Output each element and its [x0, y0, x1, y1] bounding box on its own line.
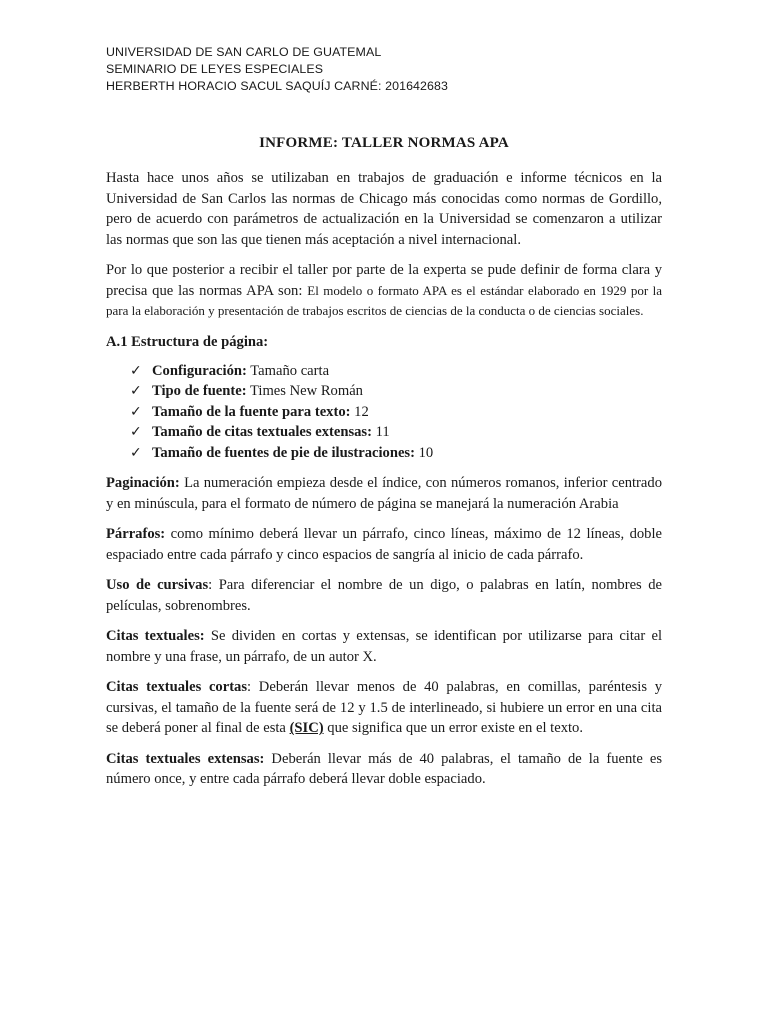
header-university: UNIVERSIDAD DE SAN CARLO DE GUATEMAL: [106, 45, 382, 59]
list-item: [130, 381, 662, 402]
checkmark-icon: ✓: [130, 403, 142, 420]
paginacion-label: Paginación:: [106, 475, 180, 492]
citas-cortas-label: Citas textuales cortas: [106, 679, 248, 696]
document-title: INFORME: TALLER NORMAS APA: [259, 135, 509, 151]
list-item-label: Tamaño de citas textuales extensas:: [152, 424, 372, 441]
citas-cortas-text-a: : Deberán llevar menos de 40 palabras, en comillas, paréntesis y cursivas, el tamaño de la fuente será de 12 y 1.5 de interlineado, si hubiere un error en una cita se deberá poner al final de esta: [106, 679, 662, 737]
list-item: [130, 422, 662, 443]
list-item-value: Tamaño carta: [250, 362, 330, 379]
document-header: [106, 44, 662, 95]
parrafos-text: como mínimo deberá llevar un párrafo, cinco líneas, máximo de 12 líneas, doble espaciado entre cada párrafo y cinco espacios de sangría al inicio de cada párrafo.: [106, 526, 663, 563]
page-structure-list: [130, 361, 662, 464]
citas-extensas-text: Deberán llevar más de 40 palabras, el tamaño de la fuente es número once, y entre cada párrafo deberá llevar doble espaciado.: [106, 750, 663, 788]
paginacion-paragraph: [106, 473, 662, 514]
list-item-label: Configuración:: [152, 362, 247, 379]
cursivas-paragraph: [106, 575, 662, 616]
intro-paragraph: Hasta hace unos años se utilizaban en trabajos de graduación e informe técnicos en la Universidad de San Carlos las normas de Chicago más conocidas como normas de Gordillo, pero de acuerdo con parámetros de actualización en la Universidad se comenzaron a utilizar las normas que son las que tienen más aceptación a nivel internacional.: [106, 170, 662, 248]
checkmark-icon: ✓: [130, 444, 142, 461]
checkmark-icon: ✓: [130, 362, 142, 379]
citas-extensas-label: Citas textuales extensas:: [106, 750, 265, 767]
list-item-value: Times New Román: [250, 383, 363, 400]
citas-text: Se dividen en cortas y extensas, se identifican por utilizarse para citar el nombre y una frase, un párrafo, de un autor X.: [106, 628, 663, 665]
list-item-value: 12: [354, 403, 369, 420]
parrafos-label: Párrafos:: [106, 526, 166, 543]
citas-extensas-paragraph: [106, 749, 662, 790]
sic-marker: (SIC): [289, 720, 324, 737]
cursivas-text: : Para diferenciar el nombre de un digo, o palabras en latín, nombres de películas, sobrenombres.: [106, 577, 662, 614]
parrafos-paragraph: [106, 524, 662, 565]
citas-paragraph: [106, 626, 662, 667]
citas-cortas-paragraph: [106, 677, 662, 739]
citas-label: Citas textuales:: [106, 628, 205, 645]
list-item: [130, 402, 662, 423]
cursivas-label: Uso de cursivas: [106, 577, 209, 594]
paginacion-text: La numeración empieza desde el índice, con números romanos, inferior centrado y en minúscula, para el formato de número de página se manejará la numeración Arabia: [106, 475, 662, 512]
list-item-label: Tamaño de la fuente para texto:: [152, 403, 351, 420]
apa-definition-body: El modelo o formato APA es el estándar elaborado en 1929 por la para la elaboración y presentación de trabajos escritos de ciencias de la conducta o de ciencias sociales.: [106, 282, 662, 318]
checkmark-icon: ✓: [130, 424, 142, 441]
list-item: [130, 443, 662, 464]
header-author: HERBERTH HORACIO SACUL SAQUÍJ CARNÉ: 201642683: [106, 79, 449, 93]
list-item-value: 10: [418, 444, 434, 461]
list-item-label: Tamaño de fuentes de pie de ilustraciones:: [152, 444, 415, 461]
list-item-label: Tipo de fuente:: [152, 383, 247, 400]
header-seminar: SEMINARIO DE LEYES ESPECIALES: [106, 62, 324, 76]
list-item: [130, 361, 662, 382]
apa-definition-lead: Por lo que posterior a recibir el taller por parte de la experta se pude definir de forma clara y precisa que las normas APA son:: [106, 262, 662, 299]
citas-cortas-text-b: que significa que un error existe en el texto.: [327, 720, 583, 737]
section-heading: A.1 Estructura de página:: [106, 333, 269, 350]
apa-definition-paragraph: [106, 260, 662, 322]
checkmark-icon: ✓: [130, 383, 142, 400]
list-item-value: 11: [375, 424, 390, 441]
